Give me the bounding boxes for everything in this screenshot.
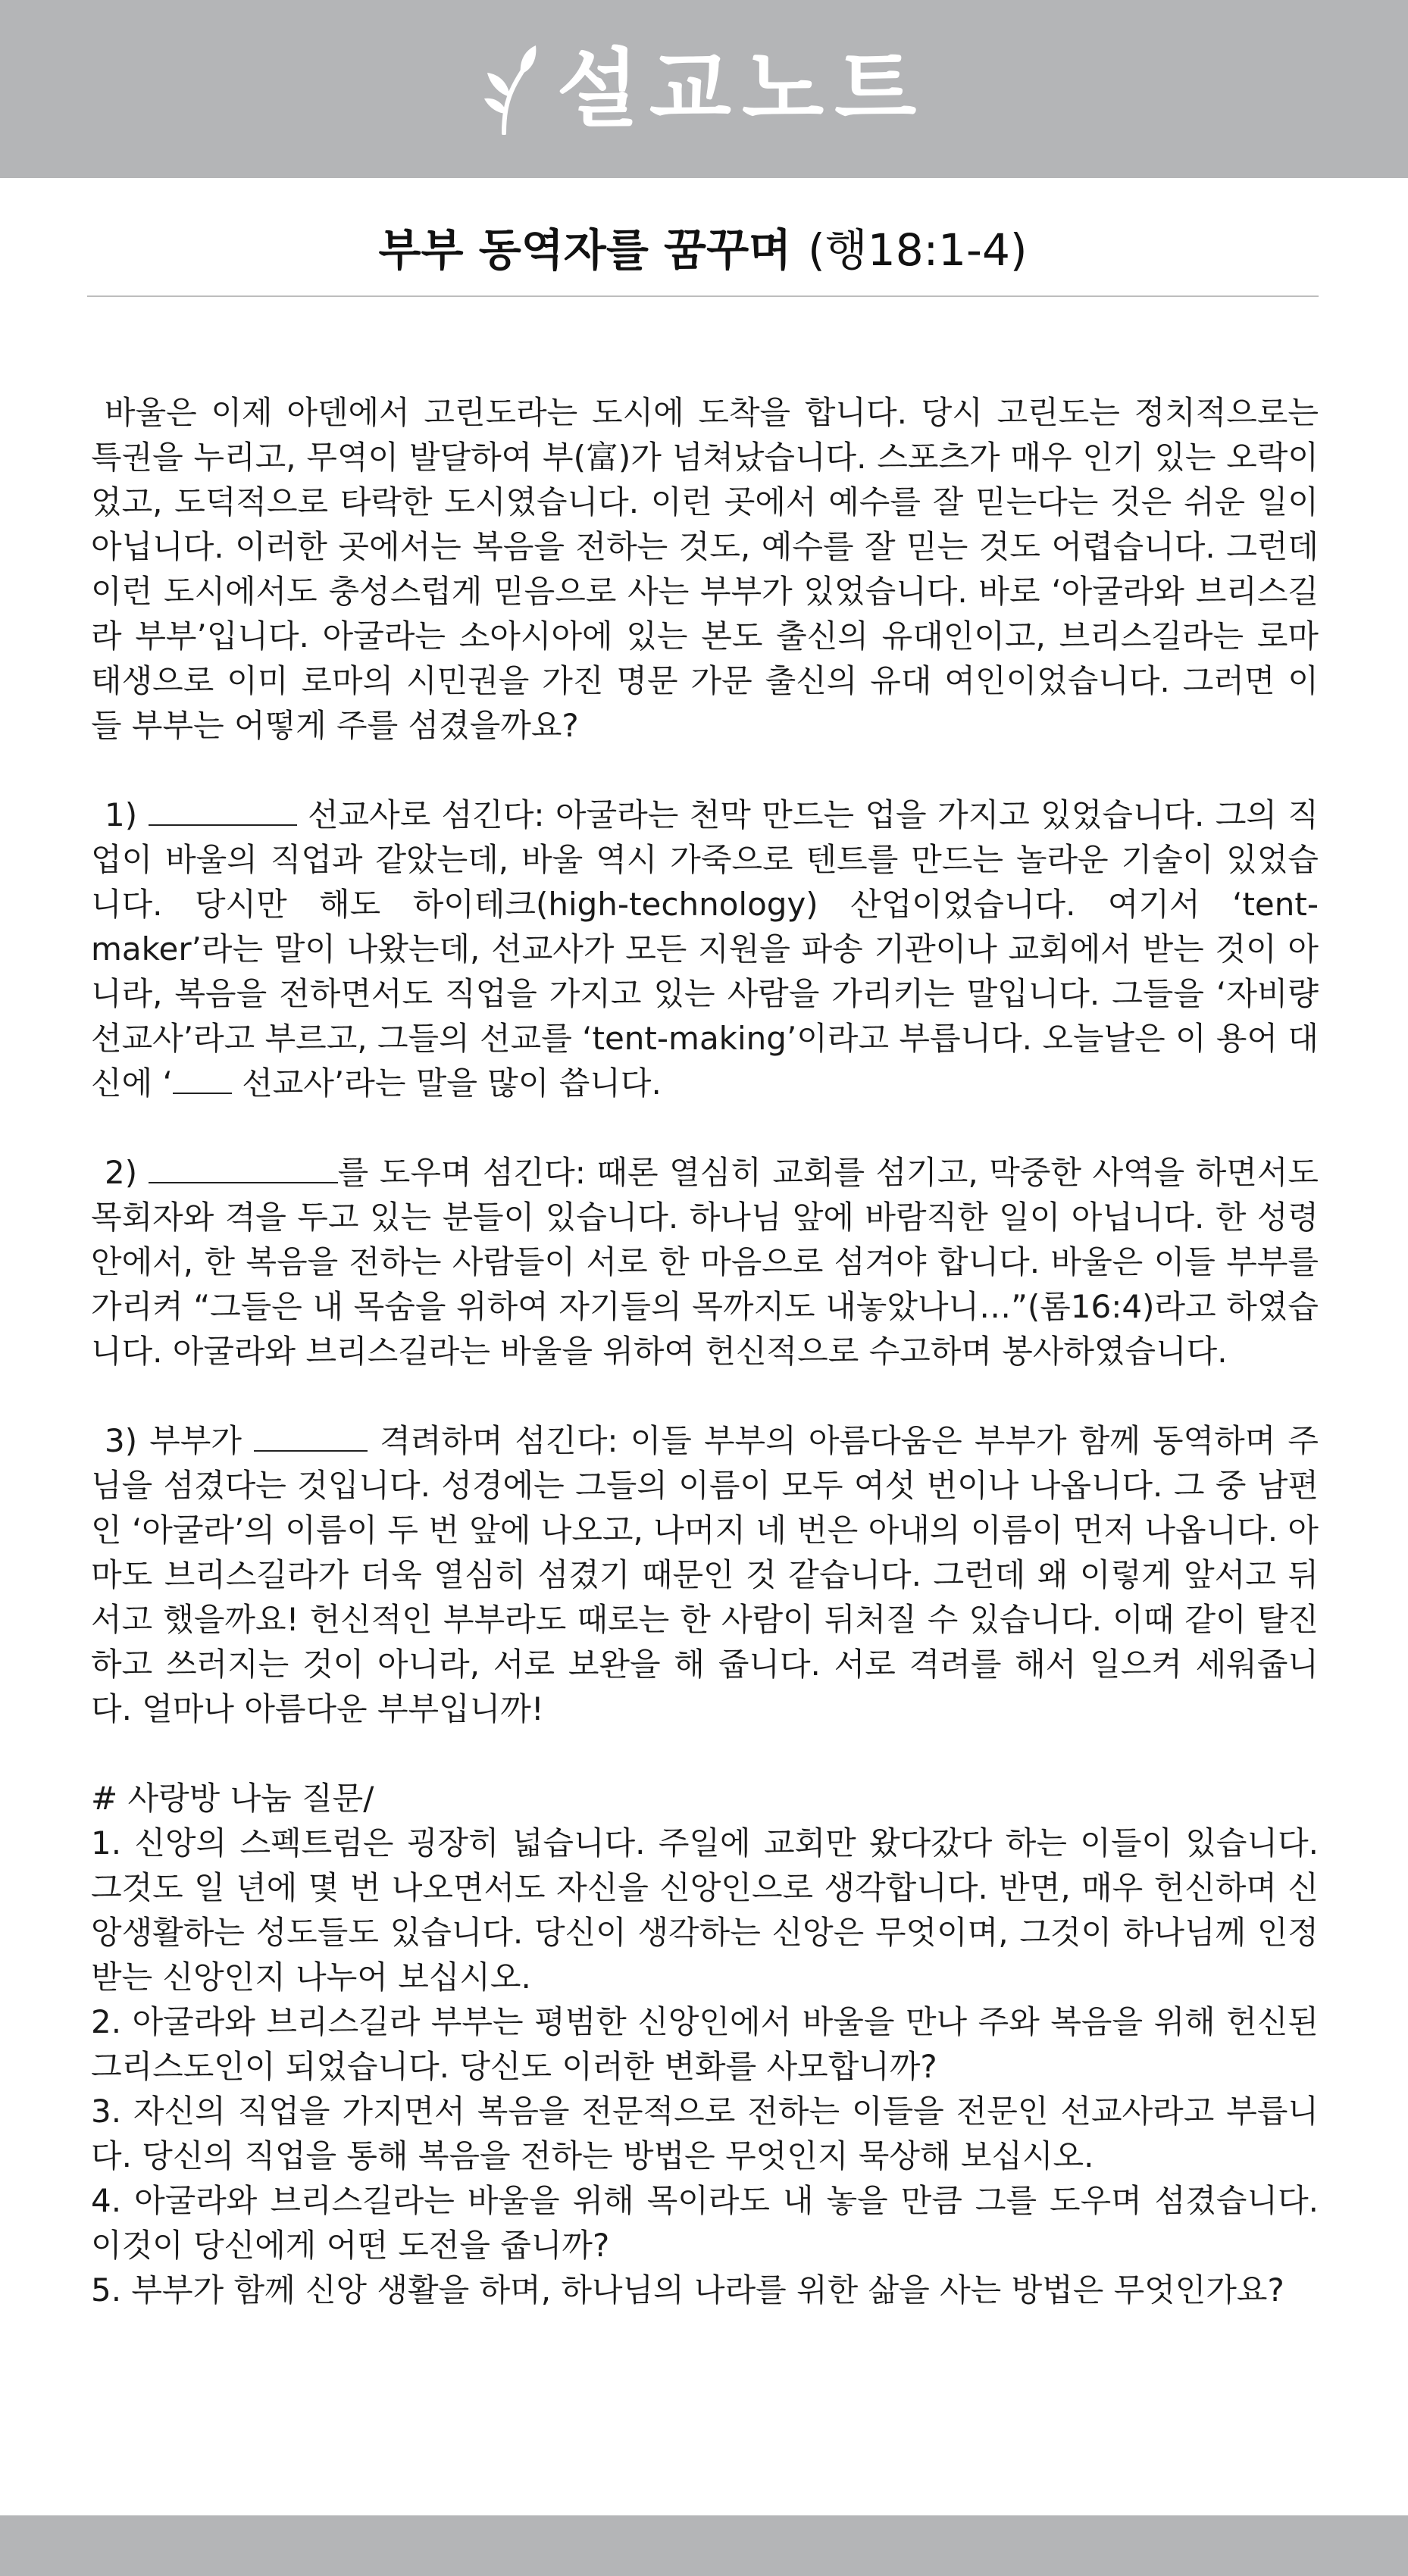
fill-in-blank xyxy=(173,1065,232,1094)
scripture-reference: (행18:1-4) xyxy=(808,224,1028,276)
discussion-questions xyxy=(91,1776,1319,2312)
questions-heading: # 사랑방 나눔 질문/ xyxy=(91,1780,374,1817)
point-1-suffix: 선교사’라는 말을 많이 씁니다. xyxy=(231,1064,662,1102)
sermon-body xyxy=(91,390,1319,2312)
intro-paragraph: 바울은 이제 아덴에서 고린도라는 도시에 도착을 합니다. 당시 고린도는 정치적으로는 특권을 누리고, 무역이 발달하여 부(富)가 넘쳐났습니다. 스포츠가 매우 인기 있는 오락이었고, 도덕적으로 타락한 도시였습니다. 이런 곳에서 예수를 잘 믿는다는 것은 쉬운 일이 아닙니다. 이러한 곳에서는 복음을 전하는 것도, 예수를 잘 믿는 것도 어렵습니다. 그런데 이런 도시에서도 충성스럽게 믿음으로 사는 부부가 있었습니다. 바로 ‘아굴라와 브리스길라 부부’입니다. 아굴라는 소아시아에 있는 본도 출신의 유대인이고, 브리스길라는 로마 태생으로 이미 로마의 시민권을 가진 명문 가문 출신의 유대 여인이었습니다. 그러면 이들 부부는 어떻게 주를 섬겼을까요? xyxy=(91,394,1319,744)
question-item: 5. 부부가 함께 신앙 생활을 하며, 하나님의 나라를 위한 삶을 사는 방법은 무엇인가요? xyxy=(91,2271,1284,2309)
point-3 xyxy=(91,1418,1319,1731)
header-title: 설교노트 xyxy=(556,39,928,139)
fill-in-blank xyxy=(254,1423,368,1452)
leaf-sprout-icon xyxy=(481,44,540,135)
header-band xyxy=(0,0,1408,178)
point-2-prefix: 2) xyxy=(105,1154,149,1191)
footer-band xyxy=(0,2515,1408,2576)
question-item: 3. 자신의 직업을 가지면서 복음을 전문적으로 전하는 이들을 전문인 선교사라고 부릅니다. 당신의 직업을 통해 복음을 전하는 방법은 무엇인지 묵상해 보십시오. xyxy=(91,2093,1319,2174)
title-divider xyxy=(87,295,1319,297)
point-2-text: 를 도우며 섬긴다: 때론 열심히 교회를 섬기고, 막중한 사역을 하면서도 목회자와 격을 두고 있는 분들이 있습니다. 하나님 앞에 바람직한 일이 아닙니다. 한 성령 안에서, 한 복음을 전하는 사람들이 서로 한 마음으로 섬겨야 합니다. 바울은 이들 부부를 가리켜 “그들은 내 목숨을 위하여 자기들의 목까지도 내놓았나니…”(롬16:4)라고 하였습니다. 아굴라와 브리스길라는 바울을 위하여 헌신적으로 수고하며 봉사하였습니다. xyxy=(91,1154,1319,1370)
point-1-text: 선교사로 섬긴다: 아굴라는 천막 만드는 업을 가지고 있었습니다. 그의 직업이 바울의 직업과 같았는데, 바울 역시 가죽으로 텐트를 만드는 놀라운 기술이 있었습니다. 당시만 해도 하이테크(high-technology) 산업이었습니다. 여기서 ‘tent-maker’라는 말이 나왔는데, 선교사가 모든 지원을 파송 기관이나 교회에서 받는 것이 아니라, 복음을 전하면서도 직업을 가지고 있는 사람을 가리키는 말입니다. 그들을 ‘자비량 선교사’라고 부르고, 그들의 선교를 ‘tent-making’이라고 부릅니다. 오늘날은 이 용어 대신에 ‘ xyxy=(91,796,1319,1102)
point-1 xyxy=(91,792,1319,1105)
fill-in-blank xyxy=(149,797,297,826)
question-item: 2. 아굴라와 브리스길라 부부는 평범한 신앙인에서 바울을 만나 주와 복음을 위해 헌신된 그리스도인이 되었습니다. 당신도 이러한 변화를 사모합니까? xyxy=(91,2003,1319,2085)
point-3-text: 격려하며 섬긴다: 이들 부부의 아름다움은 부부가 함께 동역하며 주님을 섬겼다는 것입니다. 성경에는 그들의 이름이 모두 여섯 번이나 나옵니다. 그 중 남편인 ‘아굴라’의 이름이 두 번 앞에 나오고, 나머지 네 번은 아내의 이름이 먼저 나옵니다. 아마도 브리스길라가 더욱 열심히 섬겼기 때문인 것 같습니다. 그런데 왜 이렇게 앞서고 뒤서고 했을까요! 헌신적인 부부라도 때로는 한 사람이 뒤처질 수 있습니다. 이때 같이 탈진하고 쓰러지는 것이 아니라, 서로 보완을 해 줍니다. 서로 격려를 해서 일으켜 세워줍니다. 얼마나 아름다운 부부입니까! xyxy=(91,1422,1319,1727)
header-brand xyxy=(481,39,928,139)
question-item: 4. 아굴라와 브리스길라는 바울을 위해 목이라도 내 놓을 만큼 그를 도우며 섬겼습니다. 이것이 당신에게 어떤 도전을 줍니까? xyxy=(91,2182,1319,2264)
sermon-title-block xyxy=(87,220,1319,280)
point-2 xyxy=(91,1150,1319,1374)
sermon-title: 부부 동역자를 꿈꾸며 xyxy=(378,224,792,276)
point-3-prefix: 3) 부부가 xyxy=(105,1422,255,1459)
question-item: 1. 신앙의 스펙트럼은 굉장히 넓습니다. 주일에 교회만 왔다갔다 하는 이들이 있습니다. 그것도 일 년에 몇 번 나오면서도 자신을 신앙인으로 생각합니다. 반면, 매우 헌신하며 신앙생활하는 성도들도 있습니다. 당신이 생각하는 신앙은 무엇이며, 그것이 하나님께 인정 받는 신앙인지 나누어 보십시오. xyxy=(91,1824,1319,1996)
point-1-prefix: 1) xyxy=(105,796,149,833)
fill-in-blank xyxy=(149,1155,338,1183)
